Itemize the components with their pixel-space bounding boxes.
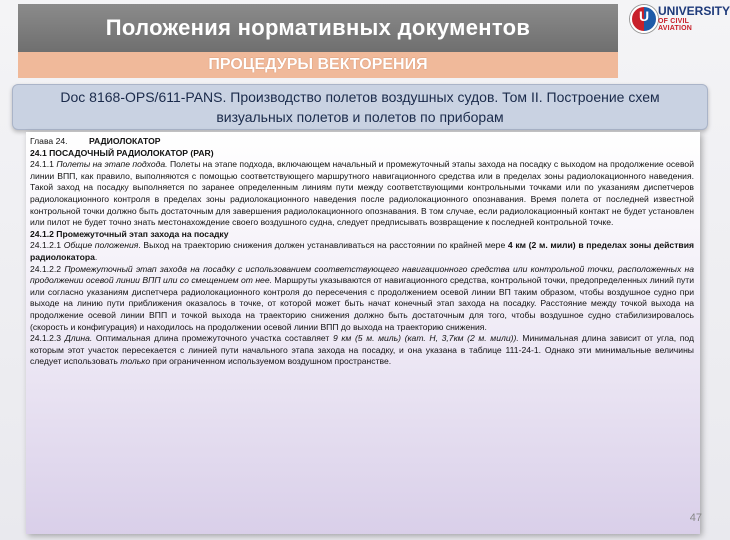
slide-subtitle: ПРОЦЕДУРЫ ВЕКТОРЕНИЯ: [18, 52, 618, 78]
paragraph-24-1-2-3: 24.1.2.3 Длина. Оптимальная длина промежуточного участка составляет 9 км (5 м. миль) (кат. Н, 3,7км (2 м. мили)). Минимальная длина зависит от угла, под которым этот участок пересекается с линией пути начального этапа захода на посадку, и она указана в таблице 111-24-1. Однако эти минимальные величины следует использовать только при ограниченном используемом воздушном пространстве.: [30, 333, 695, 367]
subsection-heading: 24.1.2 Промежуточный этап захода на посадку: [30, 228, 229, 239]
document-excerpt: [26, 132, 700, 534]
paragraph-24-1-2-2: 24.1.2.2 Промежуточный этап захода на посадку с использованием соответствующего навигационного средства или контрольной точки, расположенных на продолжении осевой линии ВПП или со смещением от нее. Маршруты указываются от навигационного средства, контрольной точки, предопределенных линий пути или согласно указаниям диспетчера радиолокационного контроля до пересечения с продолжением осевой линии ВП таким образом, чтобы воздушное судно при выходе на линию пути приближения оказалось в точке, от которой может быть начат конечный этап захода на посадку. Расстояние между точкой выхода на продолжение осевой линии ВПП и точкой выхода на траекторию снижения должно быть достаточным для того, чтобы воздушное судно стабилизировалось (скорость и конфигурация) и находилось на продолжении осевой линии ВПП до выхода на траекторию снижения.: [30, 263, 695, 332]
university-logo: U UNIVERSITY OF CIVIL AVIATION: [628, 2, 718, 46]
slide-title: Положения нормативных документов: [18, 4, 618, 52]
paragraph-24-1-2-1: 24.1.2.1 Общие положения. Выход на траекторию снижения должен устанавливаться на расстоянии по крайней мере 4 км (2 м. мили) в пределах зоны действия радиолокатора.: [30, 240, 694, 262]
section-heading: 24.1 ПОСАДОЧНЫЙ РАДИОЛОКАТОР (PAR): [30, 147, 214, 158]
paragraph-24-1-1: 24.1.1 Полеты на этапе подхода. Полеты на этапе подхода, включающем начальный и промежуточный этапы захода на посадку с выходом на продолжение осевой линии ВПП, как правило, выполняются с помощью соответствующего маршрутного навигационного средства или в пределах зоны радиолокационного наведения. Такой заход на посадку выполняется по заранее определенным линиям пути между соответствующими контрольными точками или по указаниям диспетчеров радиолокационного контроля в пределах зоны радиолокационного наведения после радиолокационного опознавания. Время полета от последней известной контрольной точки должно быть достаточным для завершения радиолокационного опознавания. В том случае, если радиолокационный контакт не будет установлен или пилот не будет точно знать местонахождение своего воздушного судна, следует предписывать возвращение к последней контрольной точке.: [30, 159, 694, 228]
chapter-heading: Глава 24. РАДИОЛОКАТОР: [30, 136, 161, 146]
page-number: 47: [689, 512, 702, 524]
document-reference-header: Doc 8168-OPS/611-PANS. Производство полетов воздушных судов. Том II. Построение схем визуальных полетов и полетов по приборам: [12, 84, 708, 130]
